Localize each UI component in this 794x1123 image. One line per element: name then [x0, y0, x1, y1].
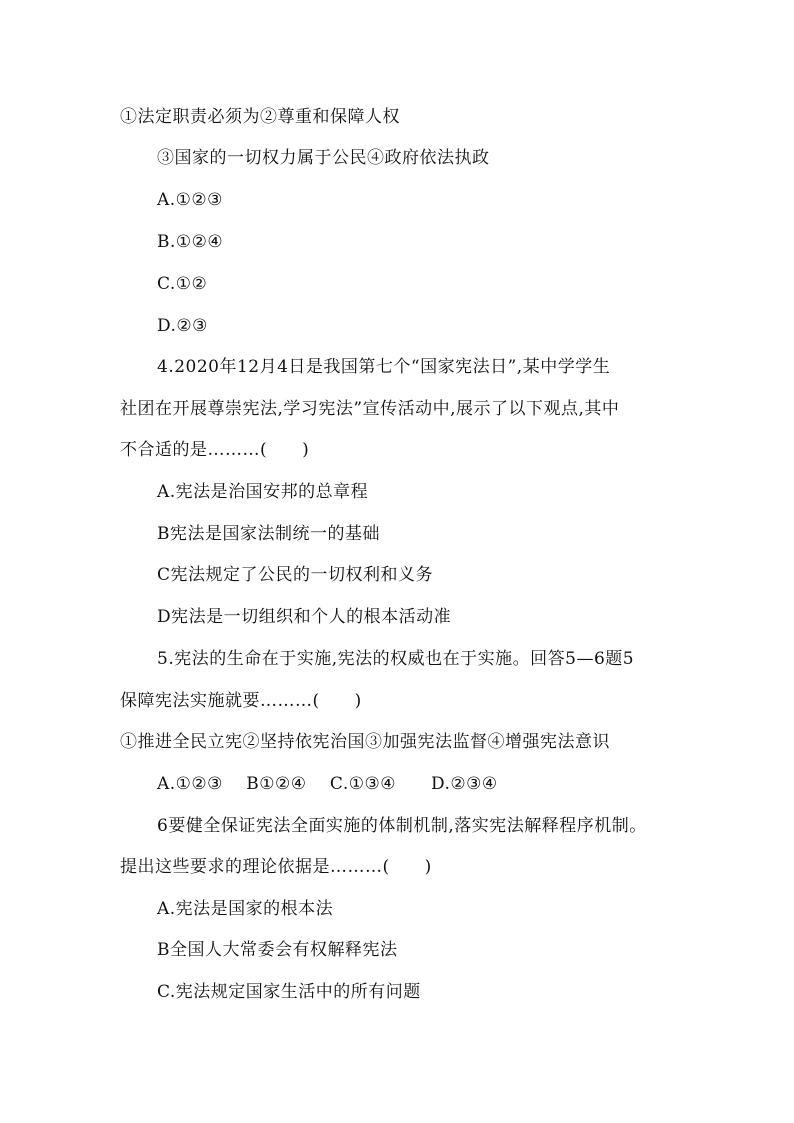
- question-6-line-2: 提出这些要求的理论依据是………( ): [120, 857, 432, 877]
- q4-choice-a: A.宪法是治国安邦的总章程: [157, 482, 369, 502]
- question-4-line-2: 社团在开展尊崇宪法,学习宪法”宣传活动中,展示了以下观点,其中: [120, 399, 620, 419]
- question-5-line-1: 5.宪法的生命在于实施,宪法的权威也在于实施。回答5—6题5: [157, 649, 635, 669]
- question-6-line-1: 6要健全保证宪法全面实施的体制机制,落实宪法解释程序机制。: [157, 816, 647, 836]
- q4-choice-d: D宪法是一切组织和个人的根本活动准: [157, 607, 452, 627]
- options-line-2: ③国家的一切权力属于公民④政府依法执政: [157, 148, 490, 168]
- q5-options: ①推进全民立宪②坚持依宪治国③加强宪法监督④增强宪法意识: [120, 732, 610, 752]
- q5-choices: A.①②③ B①②④ C.①③④ D.②③④: [157, 774, 498, 794]
- choice-b: B.①②④: [157, 232, 224, 252]
- choice-a: A.①②③: [157, 190, 223, 210]
- question-5-line-2: 保障宪法实施就要………( ): [120, 691, 362, 711]
- question-4-line-1: 4.2020年12月4日是我国第七个“国家宪法日”,某中学学生: [157, 357, 611, 377]
- choice-c: C.①②: [157, 274, 208, 294]
- q6-choice-a: A.宪法是国家的根本法: [157, 899, 334, 919]
- q6-choice-c: C.宪法规定国家生活中的所有问题: [157, 982, 421, 1002]
- question-4-line-3: 不合适的是………( ): [120, 440, 310, 460]
- q4-choice-c: C宪法规定了公民的一切权利和义务: [157, 565, 434, 585]
- q6-choice-b: B全国人大常委会有权解释宪法: [157, 940, 398, 960]
- q4-choice-b: B宪法是国家法制统一的基础: [157, 524, 380, 544]
- options-line-1: ①法定职责必须为②尊重和保障人权: [120, 107, 400, 127]
- choice-d: D.②③: [157, 316, 208, 336]
